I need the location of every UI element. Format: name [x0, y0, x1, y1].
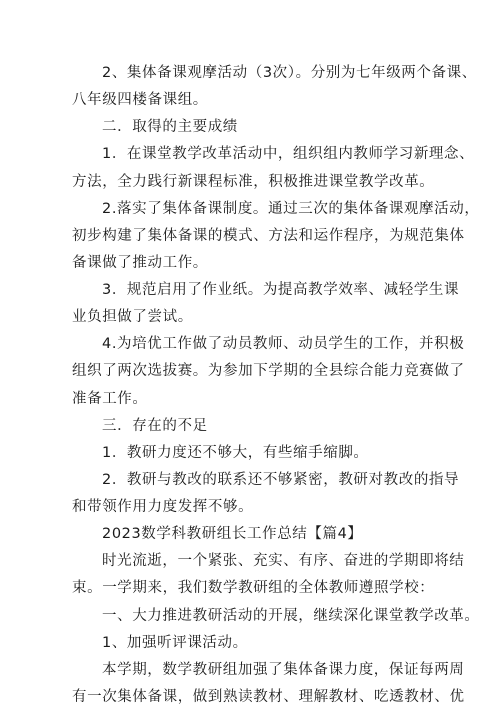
text-line: 初步构建了集体备课的模式、方法和运作程序，为规范集体	[72, 228, 465, 244]
text-line: 束。一学期来，我们数学教研组的全体教师遵照学校：	[72, 580, 435, 596]
text-line: 准备工作。	[72, 391, 148, 407]
article-title: 2023数学科教研组长工作总结【篇4】	[102, 526, 363, 542]
text-line: 时光流逝，一个紧张、充实、有序、奋进的学期即将结	[102, 553, 465, 569]
text-line: 有一次集体备课，做到熟读教材、理解教材、吃透教材、优	[72, 689, 465, 705]
text-line: 业负担做了尝试。	[72, 309, 193, 325]
text-line: 和带领作用力度发挥不够。	[72, 499, 254, 515]
text-line: 2.落实了集体备课制度。通过三次的集体备课观摩活动，	[102, 201, 480, 217]
text-line: 3．规范启用了作业纸。为提高教学效率、减轻学生课	[102, 282, 460, 298]
text-line: 组织了两次选拔赛。为参加下学期的全县综合能力竞赛做了	[72, 363, 465, 379]
section-heading: 一、大力推进教研活动的开展，继续深化课堂教学改革。	[102, 608, 480, 624]
text-line: 八年级四楼备课组。	[72, 92, 208, 108]
text-line: 1．教研力度还不够大，有些缩手缩脚。	[102, 445, 369, 461]
section-heading: 二．取得的主要成绩	[102, 119, 238, 135]
text-line: 方法，全力践行新课程标准，积极推进课堂教学改革。	[72, 174, 435, 190]
section-heading: 三．存在的不足	[102, 418, 208, 434]
text-line: 2．教研与教改的联系还不够紧密，教研对教改的指导	[102, 472, 460, 488]
text-line: 1．在课堂教学改革活动中，组织组内教师学习新理念、	[102, 146, 475, 162]
subsection-heading: 1、加强听评课活动。	[102, 635, 248, 651]
text-line: 本学期，数学教研组加强了集体备课力度，保证每两周	[102, 662, 465, 678]
text-line: 2、集体备课观摩活动（3次）。分别为七年级两个备课、	[102, 65, 477, 81]
text-line: 4.为培优工作做了动员教师、动员学生的工作，并积极	[102, 336, 465, 352]
text-line: 备课做了推动工作。	[72, 255, 208, 271]
